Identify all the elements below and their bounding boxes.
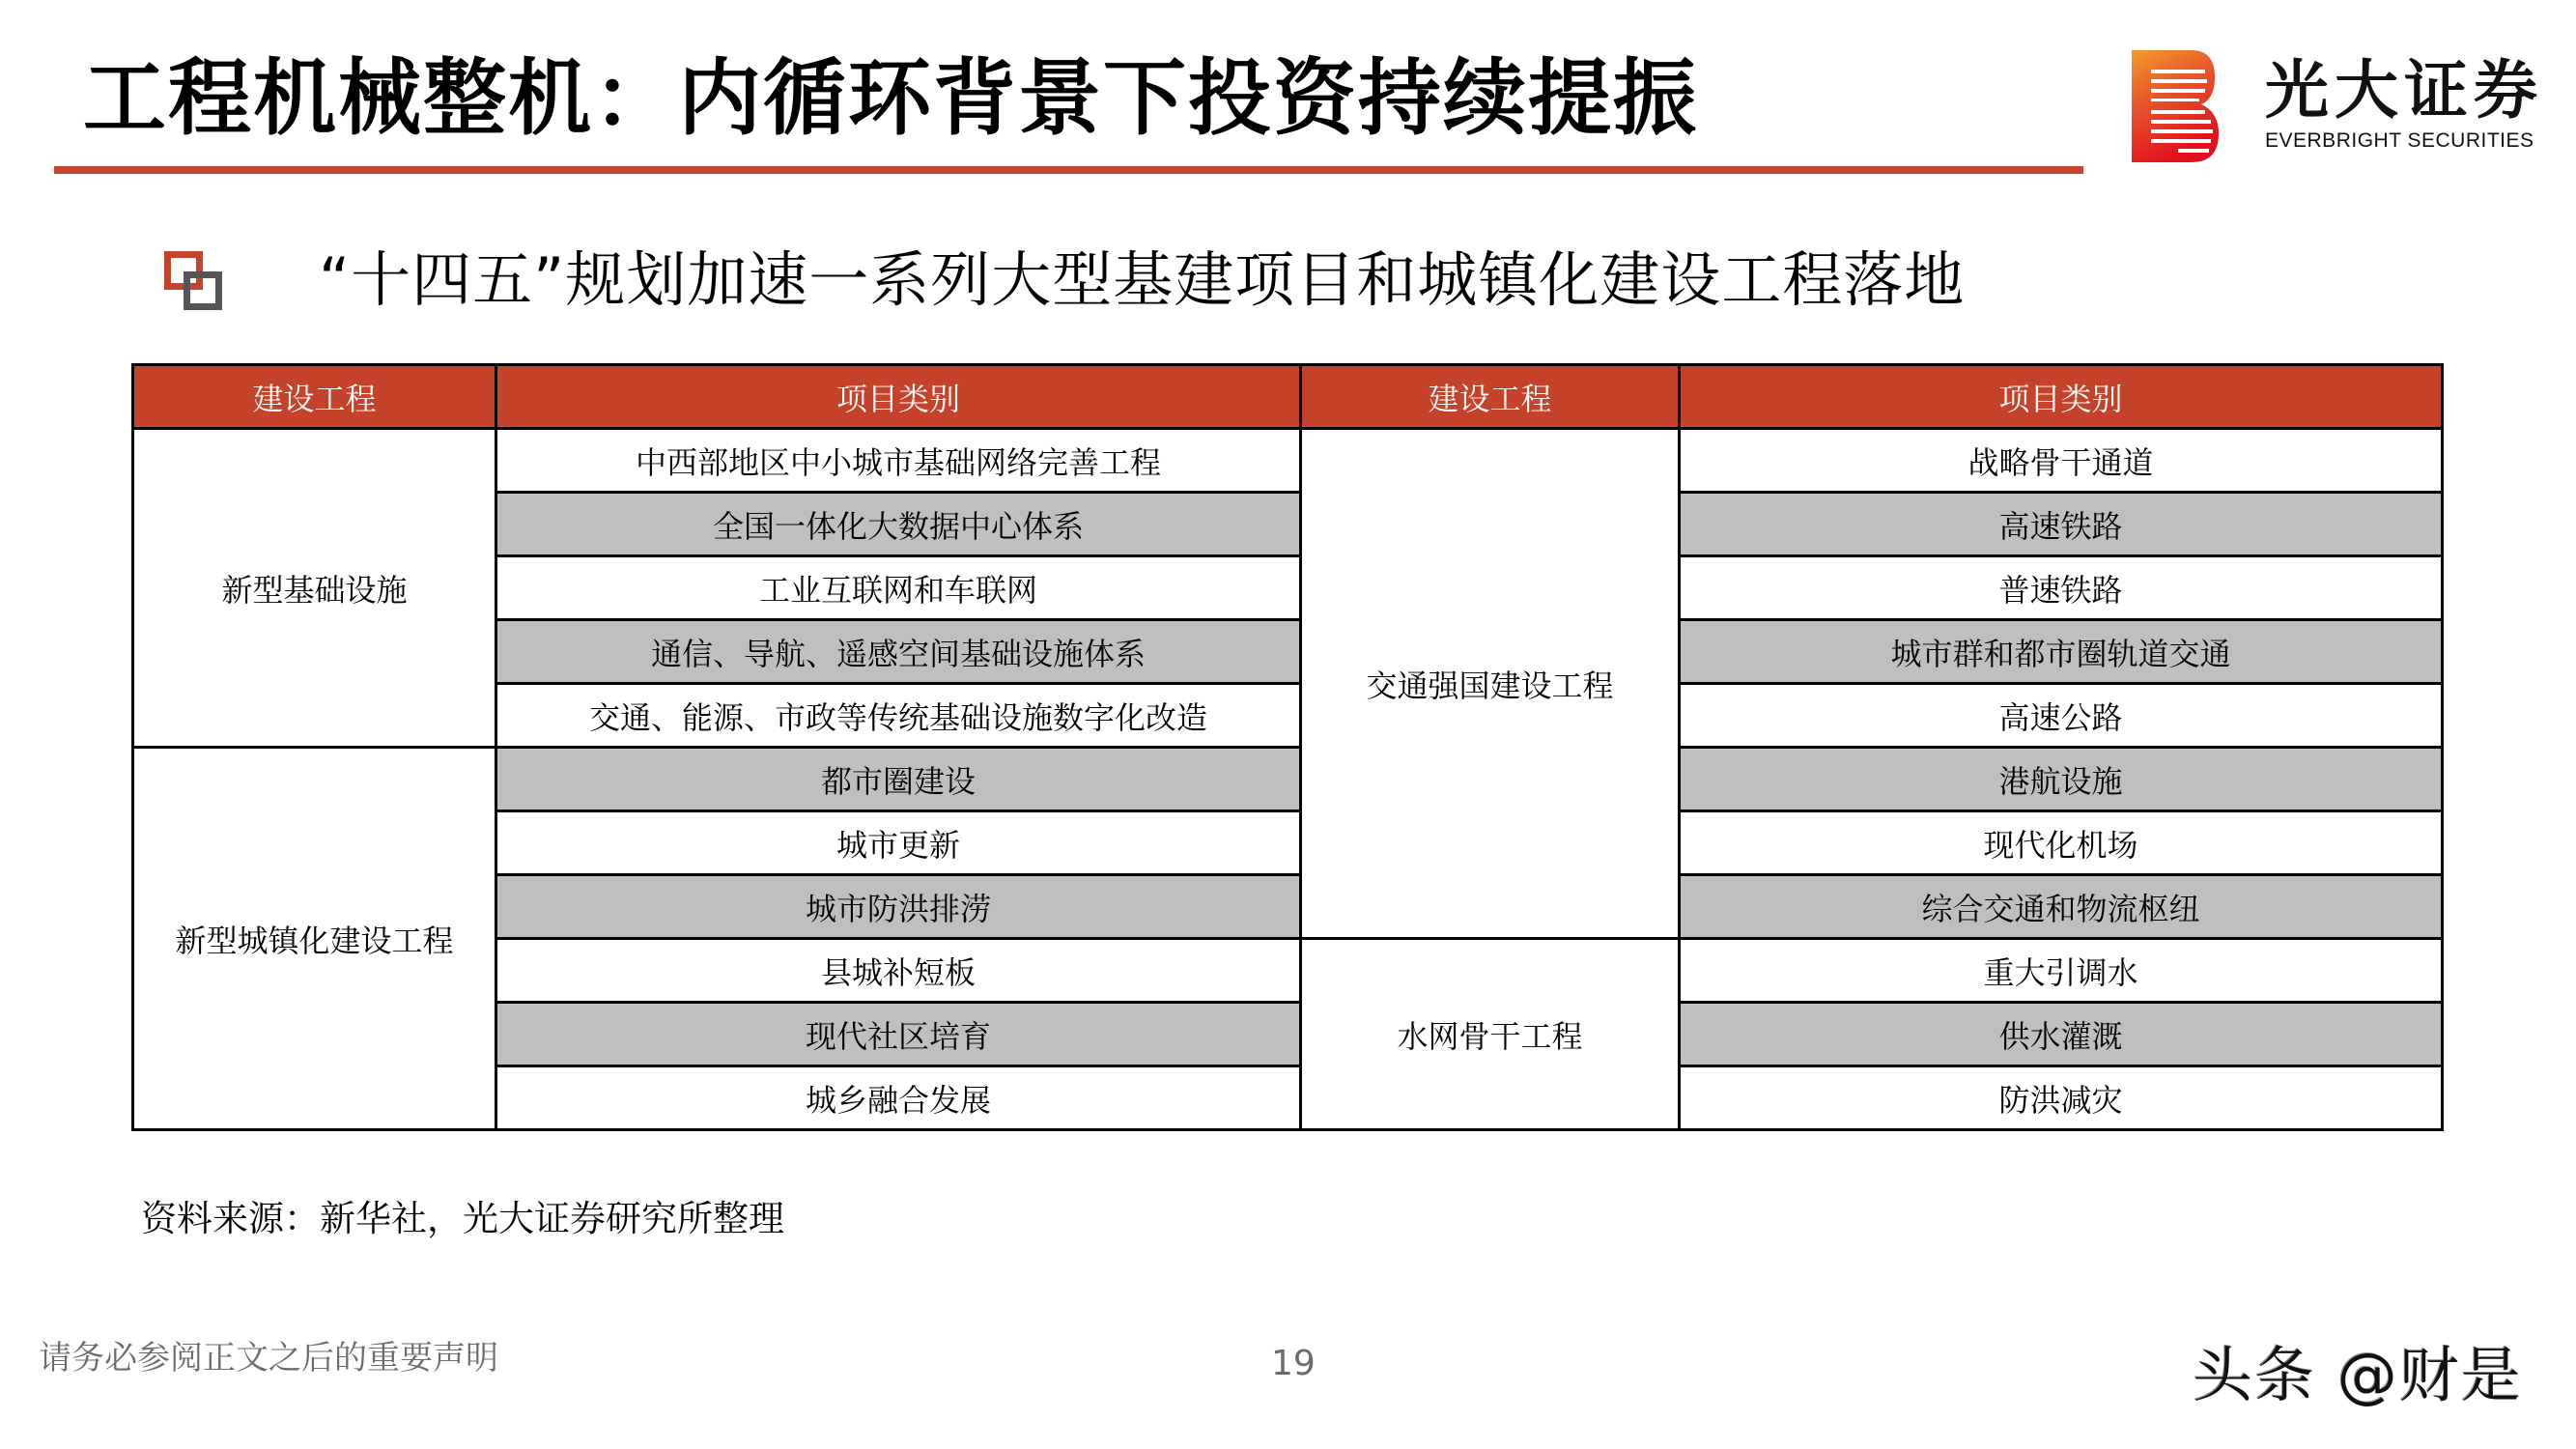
item-cell: 高速公路 bbox=[1680, 684, 2443, 748]
group-cell: 新型城镇化建设工程 bbox=[133, 748, 496, 1130]
everbright-logo bbox=[2132, 50, 2543, 162]
item-cell: 工业互联网和车联网 bbox=[496, 556, 1301, 620]
item-cell: 全国一体化大数据中心体系 bbox=[496, 493, 1301, 556]
item-cell: 县城补短板 bbox=[496, 939, 1301, 1003]
item-cell: 高速铁路 bbox=[1680, 493, 2443, 556]
column-header: 建设工程 bbox=[133, 365, 496, 429]
overlapping-squares-bullet-icon bbox=[164, 251, 224, 311]
column-header: 项目类别 bbox=[1680, 365, 2443, 429]
column-header: 建设工程 bbox=[1301, 365, 1680, 429]
group-cell: 水网骨干工程 bbox=[1301, 939, 1680, 1130]
footer-disclaimer: 请务必参阅正文之后的重要声明 bbox=[39, 1339, 498, 1378]
item-cell: 防洪减灾 bbox=[1680, 1066, 2443, 1130]
title-underline-divider bbox=[54, 166, 2083, 174]
table-header-row bbox=[133, 365, 2443, 429]
item-cell: 城市群和都市圈轨道交通 bbox=[1680, 620, 2443, 684]
infrastructure-projects-table bbox=[131, 363, 2444, 1131]
everbright-b-logo-icon bbox=[2132, 50, 2219, 162]
watermark: 头条 @财是 bbox=[2193, 1340, 2523, 1410]
item-cell: 现代化机场 bbox=[1680, 811, 2443, 875]
item-cell: 城乡融合发展 bbox=[496, 1066, 1301, 1130]
item-cell: 中西部地区中小城市基础网络完善工程 bbox=[496, 429, 1301, 493]
item-cell: 城市防洪排涝 bbox=[496, 875, 1301, 939]
item-cell: 普速铁路 bbox=[1680, 556, 2443, 620]
item-cell: 综合交通和物流枢纽 bbox=[1680, 875, 2443, 939]
item-cell: 都市圈建设 bbox=[496, 748, 1301, 811]
item-cell: 重大引调水 bbox=[1680, 939, 2443, 1003]
logo-name-cn: 光大证券 bbox=[2265, 53, 2543, 128]
group-cell: 交通强国建设工程 bbox=[1301, 429, 1680, 939]
item-cell: 通信、导航、遥感空间基础设施体系 bbox=[496, 620, 1301, 684]
column-header: 项目类别 bbox=[496, 365, 1301, 429]
logo-name-en: EVERBRIGHT SECURITIES bbox=[2265, 129, 2534, 152]
section-heading: “十四五”规划加速一系列大型基建项目和城镇化建设工程落地 bbox=[319, 244, 1966, 315]
page-number: 19 bbox=[1271, 1344, 1316, 1383]
item-cell: 战略骨干通道 bbox=[1680, 429, 2443, 493]
page-title: 工程机械整机：内循环背景下投资持续提振 bbox=[83, 50, 1698, 147]
item-cell: 交通、能源、市政等传统基础设施数字化改造 bbox=[496, 684, 1301, 748]
group-cell: 新型基础设施 bbox=[133, 429, 496, 748]
table-row bbox=[133, 748, 2443, 811]
item-cell: 城市更新 bbox=[496, 811, 1301, 875]
item-cell: 现代社区培育 bbox=[496, 1003, 1301, 1066]
item-cell: 港航设施 bbox=[1680, 748, 2443, 811]
table-row bbox=[133, 429, 2443, 493]
source-note: 资料来源：新华社，光大证券研究所整理 bbox=[141, 1198, 784, 1239]
item-cell: 供水灌溉 bbox=[1680, 1003, 2443, 1066]
